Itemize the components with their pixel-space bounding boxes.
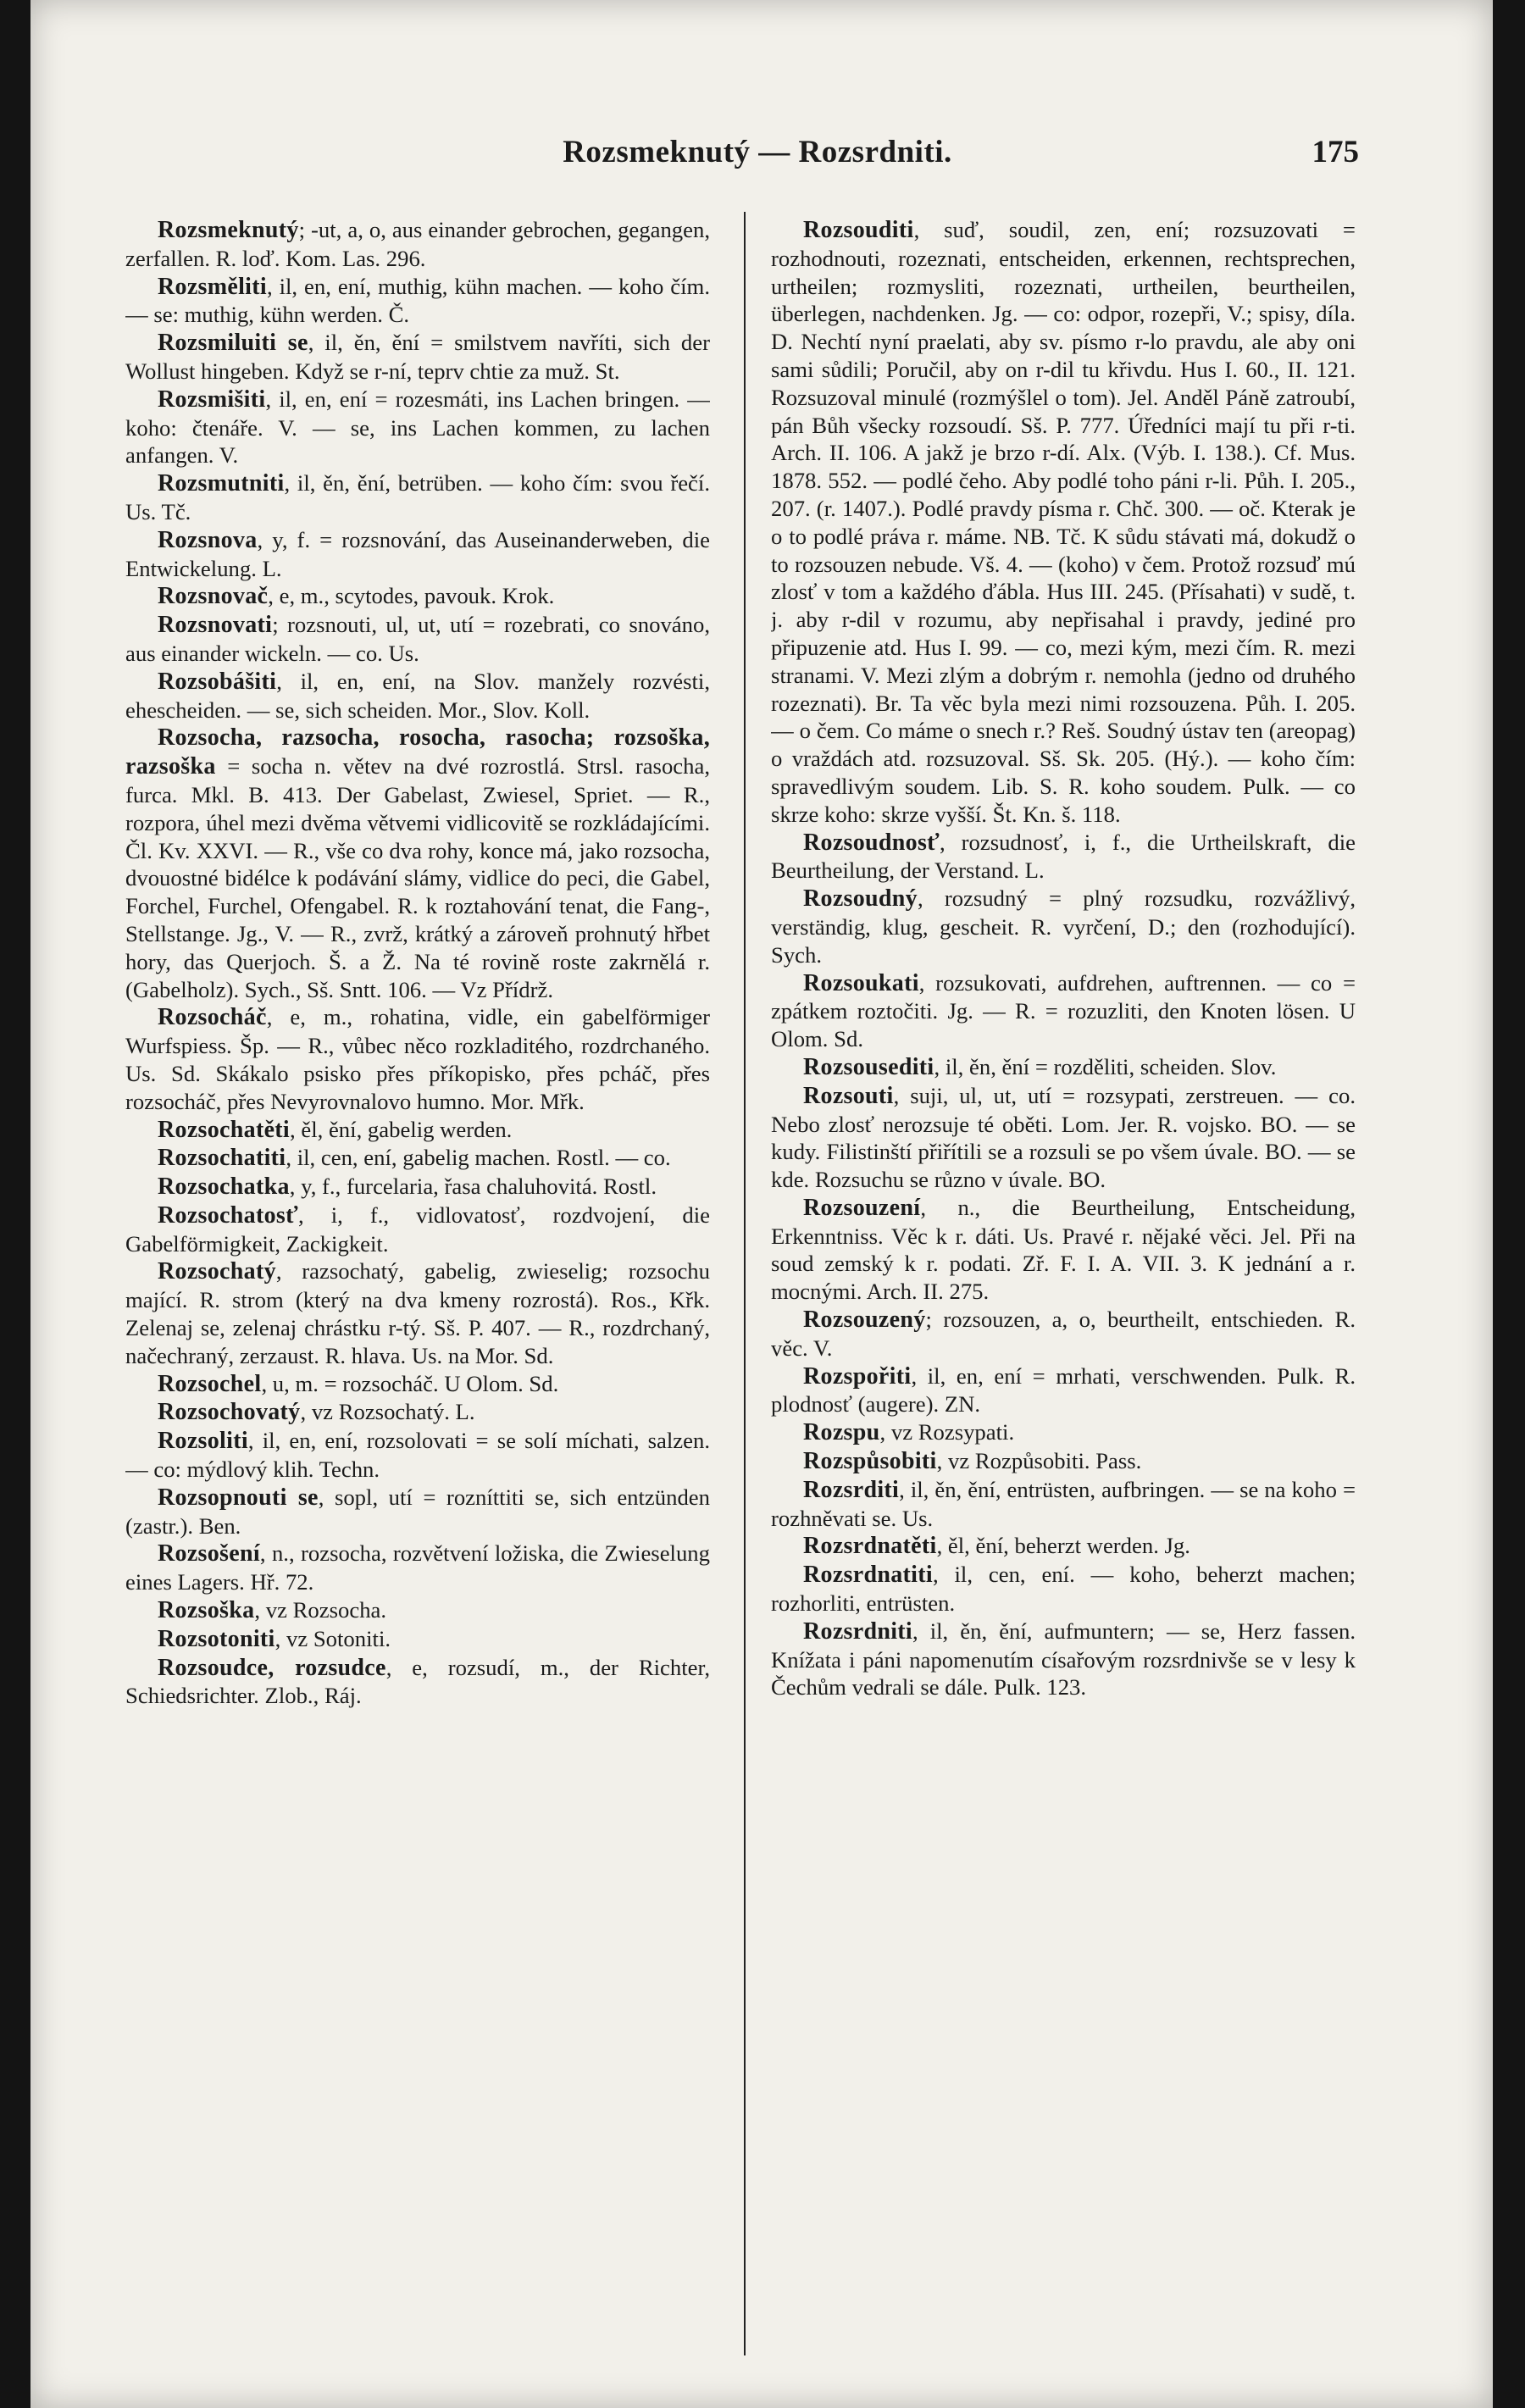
entry-headword: Rozsrditi <box>803 1476 900 1503</box>
entry-headword: Rozsouseditі <box>803 1053 934 1080</box>
dictionary-entry <box>771 1617 1356 1701</box>
entry-definition: , n., die Beurtheilung, Entscheidung, Erkenntniss. Věc k r. dáti. Us. Pravé r. nějaké věci. Jel. Při na soud zemský k r. podati. Zř. F. I. A. VII. 3. K jednání a r. mocnými. Arch. II. 275. <box>771 1194 1356 1305</box>
entry-definition: , il, en, ení = mrhati, verschwenden. Pulk. R. plodnosť (augere). ZN. <box>771 1362 1356 1418</box>
entry-definition: , ěl, ění, beherzt werden. Jg. <box>936 1533 1190 1559</box>
dictionary-entry <box>771 1561 1356 1617</box>
dictionary-entry <box>125 273 710 330</box>
entry-headword: Rozspůsobiti <box>803 1448 937 1475</box>
dictionary-entry <box>125 1484 710 1540</box>
dictionary-entry <box>771 969 1356 1053</box>
entry-headword: Rozsopnouti se <box>158 1484 319 1511</box>
entry-definition: , suď, soudil, zen, ení; rozsuzovati = rozhodnouti, rozeznati, entscheiden, erkennen, rechtsprechen, urtheilen; rozmysliti, rozeznati, urtheilen, beurtheilen, überlegen, nachdenken. Jg. — co: odpor, rozepři, V.; spisy, díla. D. Nechtí nyní praelati, aby sv. písmo r-lo pravdu, ale aby oni sami sůdili; Poručil, aby on r-dil tu křivdu. Hus I. 60., II. 121. Rozsuzoval minulé (rozmýšlel o tom). Jel. Anděl Páně zatroubí, pán Bůh všecky rozsoudí. Sš. P. 777. Úředníci mají tu při r-ti. Arch. II. 106. A jakž je brzo r-dí. Alx. (Výb. I. 138.). Cf. Mus. 1878. 552. — podlé čeho. Aby podlé toho páni r-li. Půh. I. 205., 207. (r. 1407.). Podlé pravdy písma r. Chč. 300. — oč. Kterak je o to podlé práva r. máme. NB. Tč. K sůdu stávati má, dokudž o to rozsouzen nebude. Vš. 4. — (koho) v čem. Protož rozsuď mú zlosť v tom a každého ďábla. Hus III. 245. (Přísahati) v sudě, t. j. aby r-dil v rozumu, aby nepřisahal i pravdy, jediné pro připuzenie atd. Hus I. 99. — co, mezi kým, mezi čím. R. mezi stranami. V. Mezi zlým a dobrým r. nemohla (jedno od druhého rozeznati). Br. Ta věc byla mezi nimi rozsouzena. Půh. I. 205. — o čem. Co máme o snech r.? Reš. Soudný ústav ten (areopag) o vraždách atd. rozsuzoval. Sš. Sk. 205. (Hý.). — koho čím: spravedlivým soudem. Lib. S. R. koho soudem. Pulk. — co skrze koho: skrze vyšší. Št. Kn. š. 118. <box>771 217 1356 827</box>
entry-headword: Rozsochel <box>158 1370 262 1397</box>
page-header <box>156 119 1359 180</box>
entry-headword: Rozspořiti <box>803 1362 912 1390</box>
entry-headword: Rozsotoniti <box>158 1625 275 1652</box>
entry-definition: , e, m., scytodes, pavouk. Krok. <box>268 583 555 609</box>
dictionary-entry <box>771 829 1356 885</box>
entry-definition: ; rozsnouti, ul, ut, utí = rozebrati, co snováno, aus einander wickeln. — co. Us. <box>125 612 710 666</box>
entry-definition: , il, cen, ení, gabelig machen. Rostl. — co. <box>286 1145 671 1171</box>
entry-headword: Rozsrdnatiti <box>803 1562 933 1589</box>
running-title: Rozsmeknutý — Rozsrdniti. <box>563 135 952 169</box>
entry-definition: , vz Rozpůsobiti. Pass. <box>936 1448 1142 1474</box>
dictionary-entry <box>125 526 710 583</box>
entry-definition: , il, en, ení, rozsolovati = se solí míchati, salzen. — co: mýdlový klih. Techn. <box>125 1428 710 1483</box>
entry-definition: , il, en, ení, na Slov. manžely rozvésti, ehescheiden. — se, sich scheiden. Mor., Slov. Koll. <box>125 668 710 723</box>
entry-definition: , il, en, ení, muthig, kühn machen. — koho čím. — se: muthig, kühn werden. Č. <box>125 273 710 328</box>
entry-headword: Rozsouditi <box>803 217 914 243</box>
dictionary-entry <box>771 1082 1356 1194</box>
dictionary-entry <box>125 1540 710 1596</box>
entry-headword: Rozsrdnatěti <box>803 1533 937 1560</box>
entry-definition: , n., rozsocha, rozvětvení ložiska, die Zwieselung eines Lagers. Hř. 72. <box>125 1540 710 1595</box>
entry-headword: Rozsoudce, rozsudce <box>158 1654 386 1681</box>
entry-definition: , e, rozsudí, m., der Richter, Schiedsrichter. Zlob., Ráj. <box>125 1654 710 1709</box>
entry-headword: Rozsmeknutý <box>158 217 299 243</box>
entry-definition: , vz Rozsypati. <box>879 1419 1015 1445</box>
entry-headword: Rozsochovatý <box>158 1399 301 1426</box>
entry-definition: , e, m., rohatina, vidle, ein gabelförmiger Wurfspiess. Šp. — R., vůbec něco rozkladitého, rozdrchaného. Us. Sd. Skákalo psisko přes příkopisko, přes pcháč, přes rozsocháč, přes Nevyrovnalovo humno. Mor. Mřk. <box>125 1004 710 1114</box>
dictionary-entry <box>125 1596 710 1625</box>
entry-definition: , vz Rozsocha. <box>254 1597 387 1623</box>
entry-definition: , il, cen, ení. — koho, beherzt machen; rozhorliti, entrüsten. <box>771 1562 1356 1617</box>
dictionary-entry <box>771 1306 1356 1362</box>
entry-definition: , razsochatý, gabelig, zwieselig; rozsochu mající. R. strom (který na dva kmeny rozrostá). Ros., Křk. Zelenaj se, zelenaj chrástku r-tý. Sš. P. 407. — R., rozdrchaný, načechraný, zerzaust. R. hlava. Us. na Mor. Sd. <box>125 1258 710 1368</box>
dictionary-entry <box>771 216 1356 829</box>
entry-headword: Rozsoudnosť <box>803 829 940 856</box>
entry-headword: Rozsobášiti <box>158 668 277 695</box>
dictionary-entry <box>125 216 710 273</box>
entry-definition: , y, f., furcelaria, řasa chaluhovitá. Rostl. <box>289 1173 657 1200</box>
entry-headword: Rozspu <box>803 1419 880 1446</box>
entry-headword: Rozsouzení <box>803 1194 921 1221</box>
dictionary-entry <box>771 1532 1356 1561</box>
dictionary-entry <box>771 1194 1356 1306</box>
entry-definition: , il, ěn, ění = smilstvem navříti, sich der Wollust hingeben. Když se r-ní, teprv chtie za muž. St. <box>125 330 710 384</box>
entry-headword: Rozsmiluiti se <box>158 330 308 357</box>
entry-definition: , il, ěn, ění = rozděliti, scheiden. Slov. <box>934 1053 1277 1079</box>
entry-definition: , rozsudnosť, i, f., die Urtheilskraft, die Beurtheilung, der Verstand. L. <box>771 829 1356 884</box>
dictionary-entry <box>771 1362 1356 1419</box>
entry-headword: Rozsoliti <box>158 1428 248 1455</box>
dictionary-entry <box>125 668 710 724</box>
dictionary-entry <box>771 1476 1356 1533</box>
right-column <box>771 216 1356 2368</box>
entry-headword: Rozsošení <box>158 1540 260 1567</box>
dictionary-entry <box>771 1053 1356 1082</box>
entry-definition: , il, ěn, ění, entrüsten, aufbringen. — se na koho = rozhněvati se. Us. <box>771 1476 1356 1531</box>
dictionary-entry <box>125 1625 710 1654</box>
entry-headword: Rozsmutniti <box>158 470 285 497</box>
entry-headword: Rozsocha, razsocha, rosocha, rasocha; rozsoška, razsoška <box>125 724 710 780</box>
entry-definition: , rozsudný = plný rozsudku, rozvážlivý, verständig, klug, gescheit. R. vyrčení, D.; den (rozhodující). Sych. <box>771 885 1356 968</box>
dictionary-entry <box>125 1116 710 1145</box>
entry-headword: Rozsouzený <box>803 1307 926 1334</box>
entry-headword: Rozsochatosť <box>158 1201 298 1229</box>
entry-definition: , rozsukovati, aufdrehen, auftrennen. — co = zpátkem roztočiti. Jg. — R. = rozuzliti, den Knoten lösen. U Olom. Sd. <box>771 969 1356 1052</box>
entry-definition: , il, en, ení = rozesmáti, ins Lachen bringen. — koho: čtenáře. V. — se, ins Lachen kommen, zu lachen anfangen. V. <box>125 386 710 469</box>
dictionary-entry <box>125 469 710 526</box>
dictionary-entry <box>125 724 710 1003</box>
entry-definition: , ěl, ění, gabelig werden. <box>290 1116 513 1142</box>
dictionary-entry <box>125 1003 710 1115</box>
entry-headword: Rozsoukati <box>803 969 919 996</box>
entry-definition: ; rozsouzen, a, o, beurtheilt, entschieden. R. věc. V. <box>771 1307 1356 1361</box>
entry-definition: , vz Rozsochatý. L. <box>300 1399 475 1425</box>
entry-headword: Rozsochatěti <box>158 1116 291 1143</box>
dictionary-entry <box>125 1370 710 1399</box>
entry-definition: , i, f., vidlovatosť, rozdvojení, die Gabelförmigkeit, Zackigkeit. <box>125 1201 710 1257</box>
dictionary-entry <box>125 1654 710 1711</box>
entry-definition: , y, f. = rozsnování, das Auseinanderweben, die Entwickelung. L. <box>125 526 710 581</box>
column-divider <box>744 212 746 2355</box>
left-column <box>125 216 710 2368</box>
page-number: 175 <box>1312 135 1359 169</box>
dictionary-page <box>30 0 1493 2408</box>
entry-headword: Rozsochatý <box>158 1258 276 1285</box>
dictionary-entry <box>125 582 710 611</box>
dictionary-entry <box>771 885 1356 968</box>
entry-headword: Rozsocháč <box>158 1004 267 1031</box>
entry-headword: Rozsochatiti <box>158 1145 286 1172</box>
dictionary-entry <box>125 1257 710 1369</box>
entry-headword: Rozsměliti <box>158 273 267 300</box>
entry-headword: Rozsouti <box>803 1082 894 1109</box>
dictionary-entry <box>125 1201 710 1258</box>
entry-definition: = socha n. větev na dvé rozrostlá. Strsl. rasocha, furca. Mkl. B. 413. Der Gabelast, Zwiesel, Spriet. — R., rozpora, úhel mezi dvěma větvemi vidlicovitě se rozkládajícími. Čl. Kv. XXVI. — R., vše co dva rohy, konce má, jako rozsocha, dvouostné bidélce k podávání slámy, vidlice do peci, die Gabel, Forchel, Furchel, Ofengabel. R. k roztahování tenat, die Fang-, Stellstange. Jg., V. — R., zvrž, krátký a zároveň prohnutý hřbet hory, das Querjoch. Š. a Ž. Na té rovině roste zakrnělá r. (Gabelholz). Sych., Sš. Sntt. 106. — Vz Přídrž. <box>125 753 710 1002</box>
dictionary-entry <box>125 611 710 668</box>
dictionary-entry <box>125 386 710 469</box>
entry-headword: Rozsoška <box>158 1597 255 1624</box>
entry-headword: Rozsochatka <box>158 1173 290 1201</box>
entry-definition: , u, m. = rozsocháč. U Olom. Sd. <box>261 1370 559 1396</box>
entry-headword: Rozsmišiti <box>158 386 266 413</box>
entry-headword: Rozsnova <box>158 526 258 553</box>
dictionary-entry <box>125 1427 710 1484</box>
dictionary-entry <box>125 1398 710 1427</box>
entry-definition: , vz Sotoniti. <box>274 1625 391 1651</box>
dictionary-entry <box>125 1173 710 1201</box>
dictionary-entry <box>125 1144 710 1173</box>
entry-headword: Rozsrdniti <box>803 1617 912 1645</box>
dictionary-entry <box>125 329 710 386</box>
dictionary-entry <box>771 1418 1356 1447</box>
entry-definition: , il, ěn, ění, betrüben. — koho čím: svou řečí. Us. Tč. <box>125 470 710 524</box>
entry-definition: , suji, ul, ut, utí = rozsypati, zerstreuen. — co. Nebo zlosť nerozsuje té oběti. Lom. Jer. R. vojsko. BO. — se kudy. Filistinští přiřítili se a rozsuli se po všem úvale. BO. — se kde. Rozsuchu se různo v úvale. BO. <box>771 1082 1356 1193</box>
entry-definition: ; -ut, a, o, aus einander gebrochen, gegangen, zerfallen. R. loď. Kom. Las. 296. <box>125 217 710 271</box>
dictionary-entry <box>771 1447 1356 1476</box>
entry-headword: Rozsoudný <box>803 885 918 913</box>
entry-definition: , sopl, utí = rozníttiti se, sich entzünden (zastr.). Ben. <box>125 1484 710 1539</box>
entry-headword: Rozsnovati <box>158 612 273 639</box>
entry-headword: Rozsnovač <box>158 583 269 610</box>
entry-definition: , il, ěn, ění, aufmuntern; — se, Herz fassen. Knížata i páni napomenutím císařovým rozsrdnivše se v lesy k Čechům vedrali se dále. Pulk. 123. <box>771 1617 1356 1701</box>
